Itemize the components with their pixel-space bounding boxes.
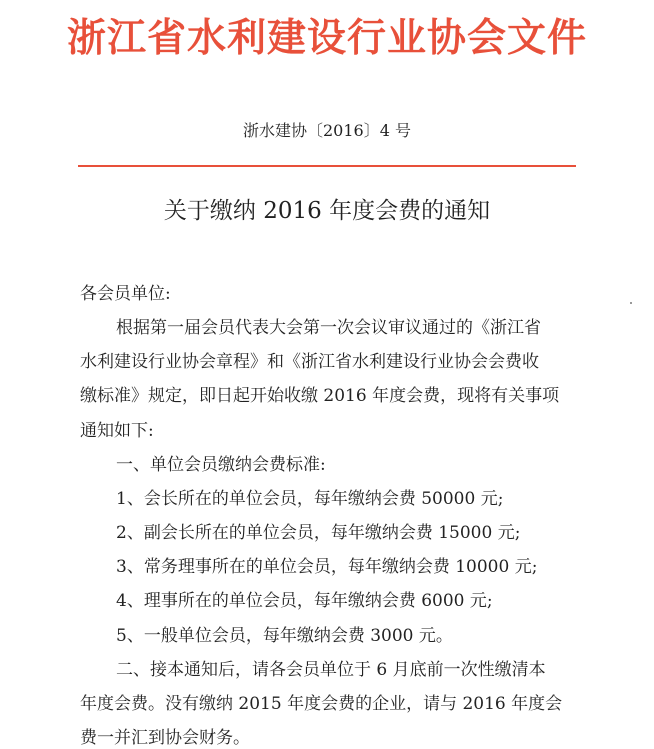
red-divider-line xyxy=(78,165,576,167)
section-two-line: 费一并汇到协会财务。 xyxy=(80,728,250,748)
intro-line: 通知如下: xyxy=(80,420,154,441)
fee-item: 1、会长所在的单位会员，每年缴纳会费 50000 元; xyxy=(116,488,504,509)
fee-item: 4、理事所在的单位会员，每年缴纳会费 6000 元; xyxy=(116,591,493,612)
salutation: 各会员单位: xyxy=(80,284,171,304)
masthead-title: 浙江省水利建设行业协会文件 xyxy=(66,16,587,61)
section-two-line: 二、接本通知后，请各会员单位于 6 月底前一次性缴清本 xyxy=(116,659,546,680)
fee-item: 3、常务理事所在的单位会员，每年缴纳会费 10000 元; xyxy=(116,557,538,578)
scan-speck xyxy=(630,302,632,304)
section-two-line: 年度会费。没有缴纳 2015 年度会费的企业，请与 2016 年度会 xyxy=(80,693,563,714)
document-number: 浙水建协〔2016〕4 号 xyxy=(243,121,411,140)
section-heading: 一、单位会员缴纳会费标准: xyxy=(116,454,326,475)
intro-line: 缴标准》规定，即日起开始收缴 2016 年度会费，现将有关事项 xyxy=(80,386,560,407)
notice-title: 关于缴纳 2016 年度会费的通知 xyxy=(163,198,491,224)
intro-line: 水利建设行业协会章程》和《浙江省水利建设行业协会会费收 xyxy=(80,352,539,373)
fee-item: 5、一般单位会员，每年缴纳会费 3000 元。 xyxy=(116,625,453,646)
intro-line: 根据第一届会员代表大会第一次会议审议通过的《浙江省 xyxy=(116,318,541,339)
fee-item: 2、副会长所在的单位会员，每年缴纳会费 15000 元; xyxy=(116,523,521,544)
